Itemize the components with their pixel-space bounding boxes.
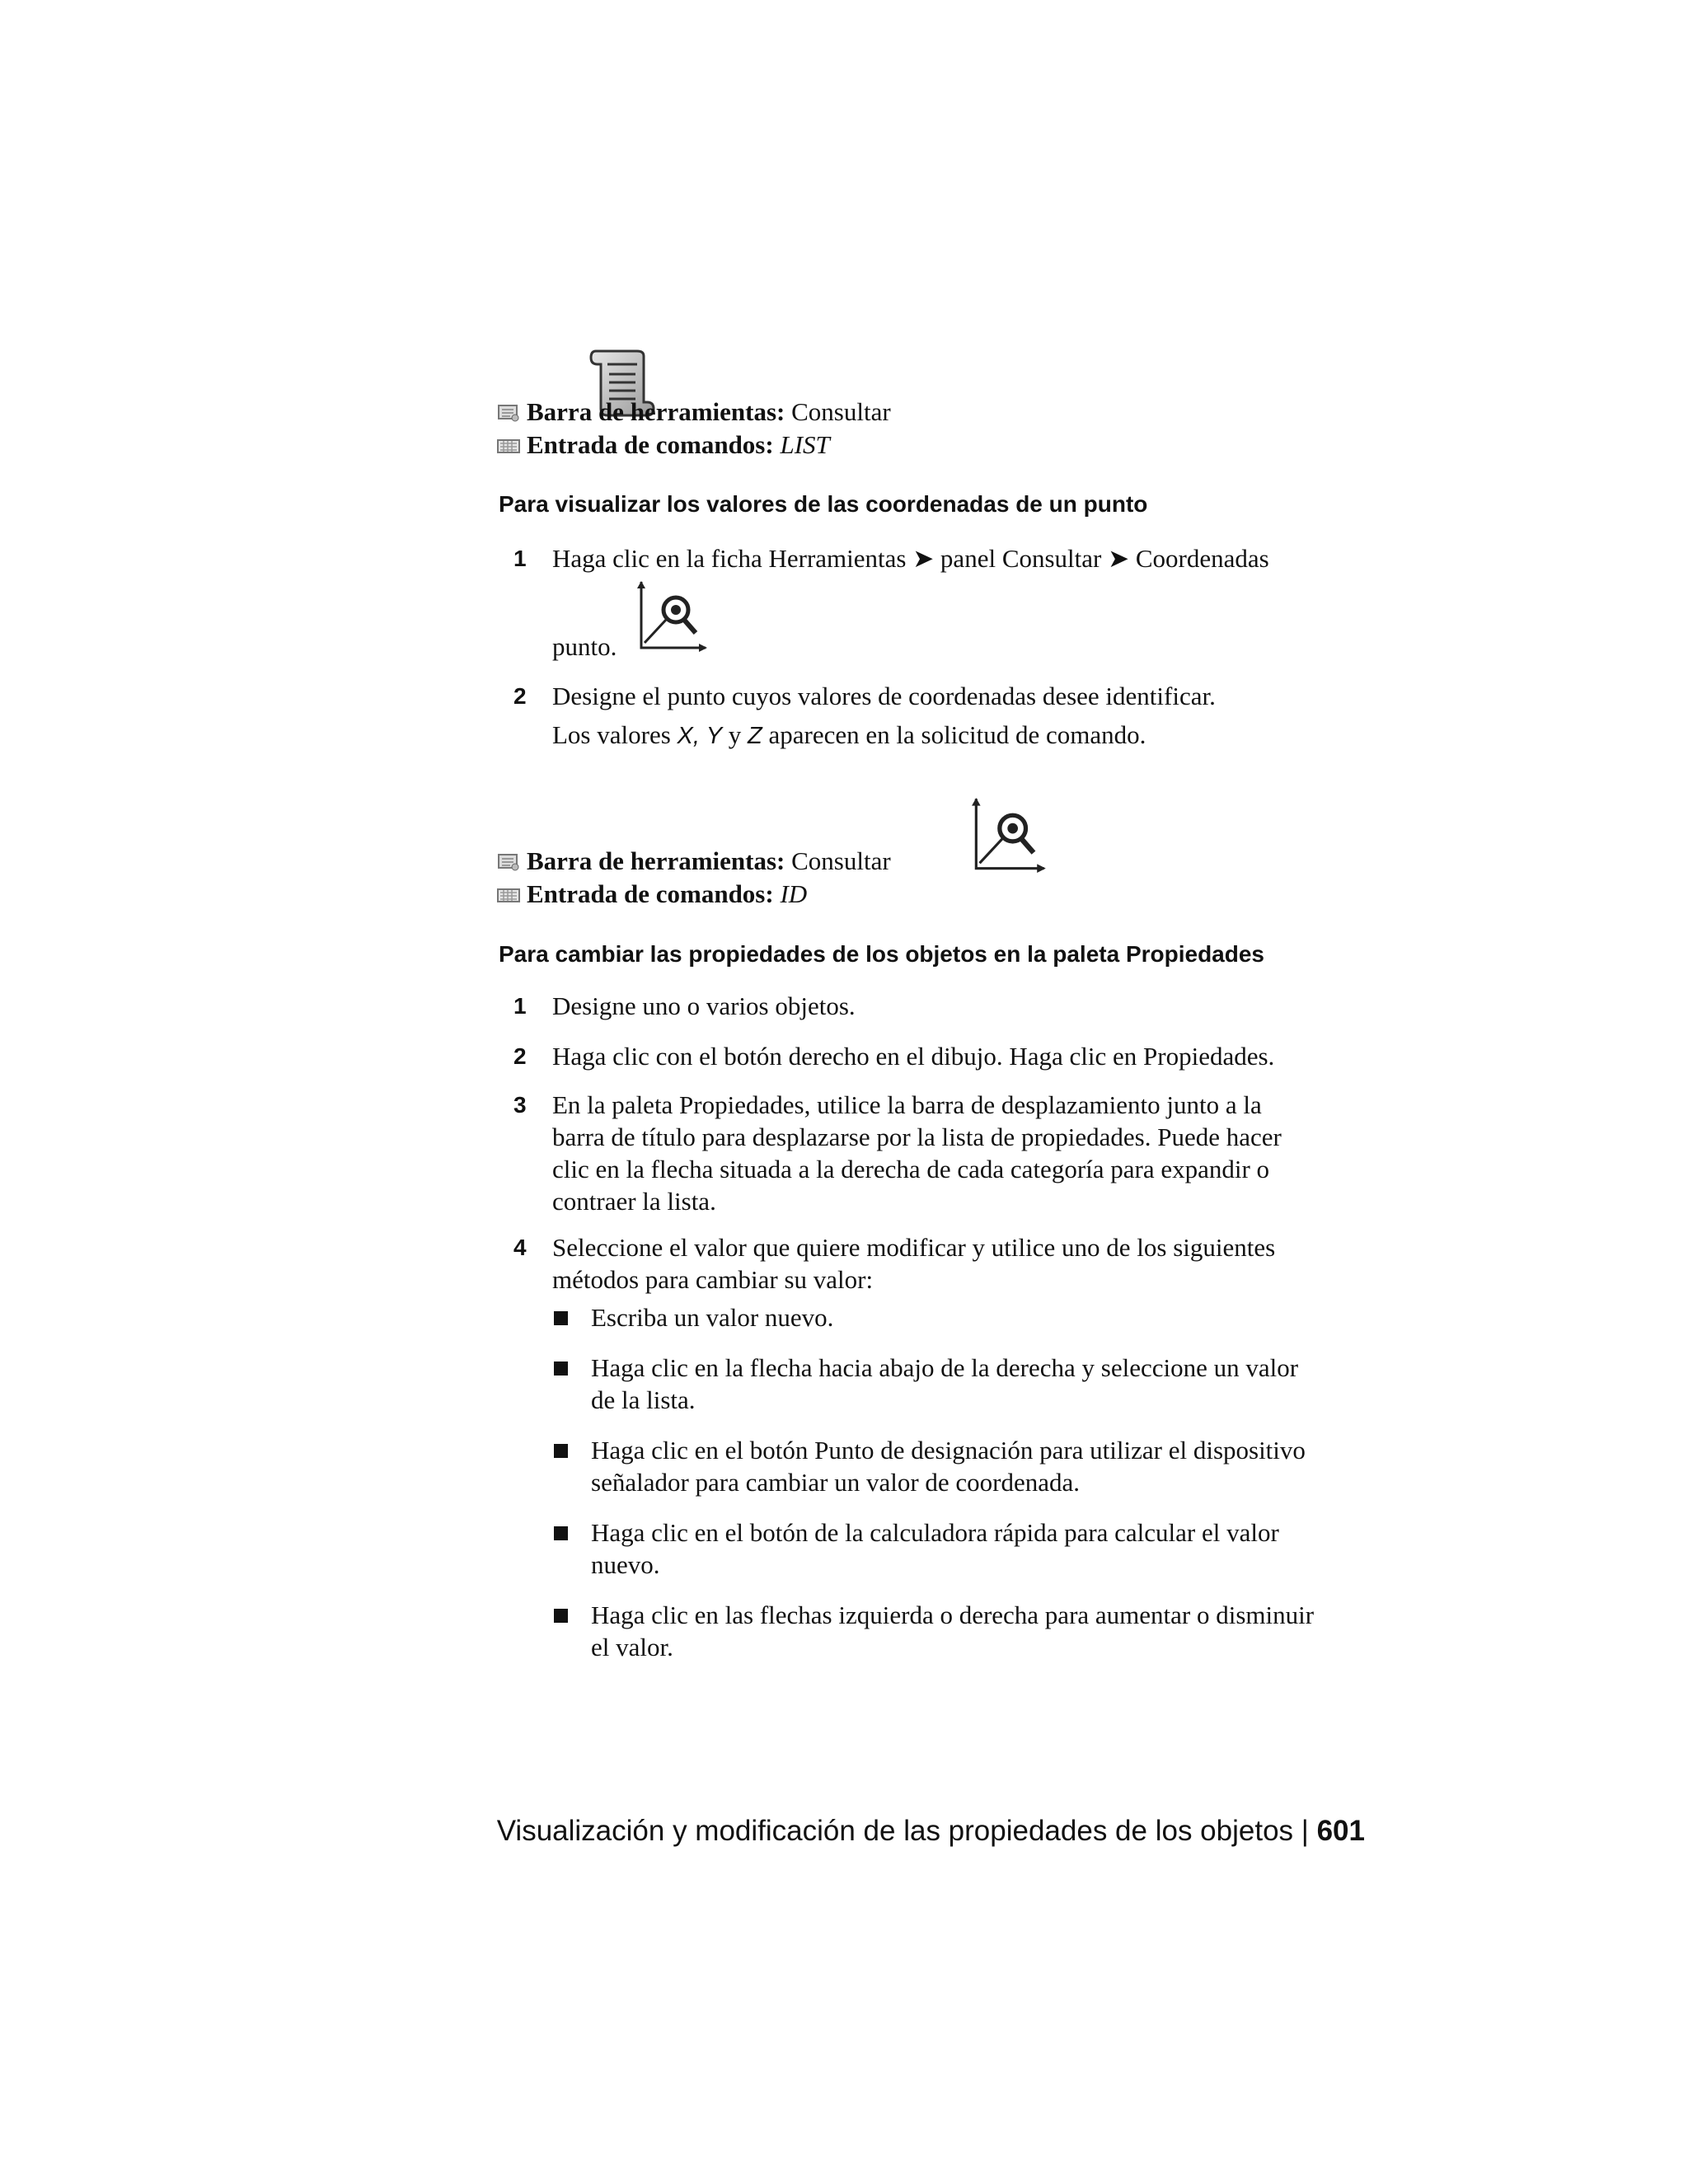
text-line: señalador para cambiar un valor de coordenada. [591,1468,1081,1497]
bullet-marker [554,1609,568,1623]
text-line: Haga clic en el botón Punto de designación para utilizar el dispositivo [591,1436,1306,1465]
step-number: 4 [513,1235,527,1260]
toolbar-value: Consultar [791,846,891,875]
note-y: Y [706,723,723,749]
bullet-text [591,1599,1314,1663]
text-line: Haga clic en las flechas izquierda o derecha para aumentar o disminuir [591,1601,1315,1629]
step-number: 2 [513,1043,527,1069]
step-number: 2 [513,683,527,709]
step-text-continuation: punto. [552,632,617,661]
text-line: Haga clic en el botón de la calculadora rápida para calcular el valor [591,1518,1279,1547]
step-text [552,1231,1275,1296]
keyboard-icon [497,431,520,451]
text-line: Haga clic en la flecha hacia abajo de la derecha y seleccione un valor [591,1353,1299,1382]
command-line-1 [497,429,830,462]
text-line: Seleccione el valor que quiere modificar y utilice uno de los siguientes [552,1233,1276,1262]
note-text: y [722,720,748,749]
step-number: 3 [513,1092,527,1118]
toolbar-label: Barra de herramientas: [527,846,785,875]
command-line-2 [497,878,807,911]
toolbar-line-2 [497,845,891,878]
step-text [552,1089,1282,1217]
id-point-icon [636,579,710,653]
bullet-marker [554,1361,568,1376]
note-text: Los valores [552,720,678,749]
command-label: Entrada de comandos: [527,430,774,459]
bullet-marker [554,1311,568,1325]
text-line: barra de título para desplazarse por la lista de propiedades. Puede hacer [552,1122,1282,1151]
bullet-marker [554,1526,568,1540]
command-label: Entrada de comandos: [527,879,774,908]
toolbar-value: Consultar [791,397,891,426]
text-line: En la paleta Propiedades, utilice la barra de desplazamiento junto a la [552,1090,1262,1119]
command-value: ID [780,879,808,908]
step-note [552,719,1146,752]
step-text: Haga clic con el botón derecho en el dibujo. Haga clic en Propiedades. [552,1042,1275,1071]
step-number: 1 [513,993,527,1019]
command-value: LIST [780,430,830,459]
text-line: clic en la flecha situada a la derecha de cada categoría para expandir o [552,1155,1270,1183]
text-line: nuevo. [591,1550,660,1579]
bullet-marker [554,1444,568,1458]
toolbar-icon [497,847,520,867]
step-text: Designe uno o varios objetos. [552,991,856,1020]
procedure-heading-1: Para visualizar los valores de las coordenadas de un punto [499,491,1148,517]
note-z: Z [748,723,762,749]
footer-title: Visualización y modificación de las propiedades de los objetos [496,1815,1294,1847]
step-text: Haga clic en la ficha Herramientas ➤ panel Consultar ➤ Coordenadas [552,544,1269,573]
step-text: Designe el punto cuyos valores de coordenadas desee identificar. [552,682,1216,710]
id-point-icon [971,795,1049,874]
keyboard-icon [497,880,520,900]
page-number: 601 [1316,1815,1365,1847]
procedure-heading-2: Para cambiar las propiedades de los objetos en la paleta Propiedades [499,941,1265,967]
bullet-text: Escriba un valor nuevo. [591,1303,834,1332]
text-line: el valor. [591,1633,673,1661]
note-text: aparecen en la solicitud de comando. [762,720,1146,749]
footer-separator: | [1301,1815,1309,1847]
toolbar-line-1 [497,396,891,429]
note-x: X, [677,723,700,749]
text-line: de la lista. [591,1385,696,1414]
step-number: 1 [513,546,527,571]
toolbar-label: Barra de herramientas: [527,397,785,426]
bullet-text [591,1434,1306,1498]
text-line: métodos para cambiar su valor: [552,1265,874,1294]
toolbar-icon [497,398,520,418]
bullet-text [591,1352,1298,1416]
page-footer [497,1815,1365,1848]
text-line: contraer la lista. [552,1187,716,1216]
bullet-text [591,1516,1279,1581]
